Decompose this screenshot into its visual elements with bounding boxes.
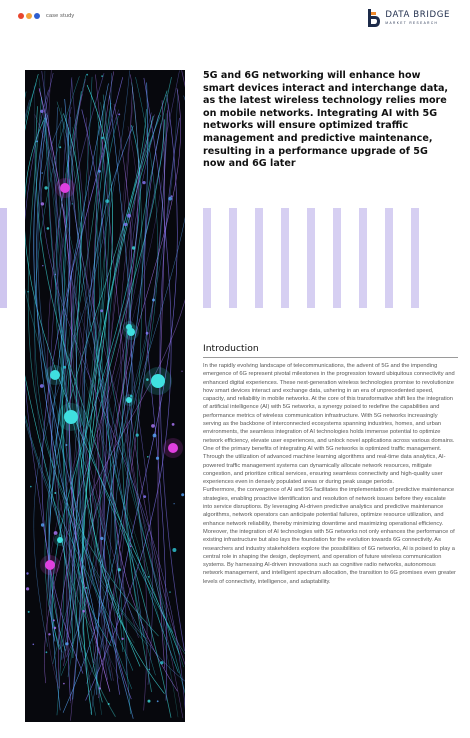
light-node (168, 443, 178, 453)
light-dot (100, 537, 103, 540)
color-dots (18, 13, 40, 19)
light-dot (54, 627, 57, 630)
light-dot (55, 274, 56, 275)
light-dot (26, 572, 28, 574)
light-dot (172, 423, 175, 426)
network-lights-image (25, 70, 185, 722)
decorative-stripe (411, 208, 419, 308)
light-dot (54, 531, 58, 535)
light-dot (59, 146, 61, 148)
light-dot (130, 546, 132, 548)
light-dot (26, 587, 29, 590)
light-dot (146, 332, 149, 335)
light-dot (41, 202, 44, 205)
light-dot (147, 456, 149, 458)
light-dot (105, 199, 109, 203)
section-title: Introduction (203, 343, 259, 354)
light-dot (85, 587, 87, 589)
light-dot (181, 371, 182, 372)
light-dot (63, 683, 65, 685)
light-dot (44, 186, 47, 189)
case-study-tag: case study (46, 13, 75, 19)
light-dot (100, 309, 103, 312)
section-divider (203, 357, 458, 358)
decorative-stripe (203, 208, 211, 308)
light-dot (157, 700, 159, 702)
light-dot (149, 669, 150, 670)
light-dot (101, 75, 103, 77)
light-dot (151, 424, 155, 428)
network-lights-graphic (25, 70, 185, 722)
light-node (45, 560, 55, 570)
decorative-stripe (359, 208, 367, 308)
light-dot (72, 203, 73, 204)
light-dot (181, 493, 184, 496)
light-dot (174, 503, 175, 504)
light-node (64, 410, 78, 424)
light-node (126, 397, 132, 403)
light-node (151, 374, 165, 388)
decorative-stripe-left (0, 208, 7, 308)
light-dot (98, 170, 101, 173)
light-node (57, 537, 63, 543)
light-dot (99, 687, 101, 689)
light-node (50, 370, 60, 380)
light-dot (101, 137, 104, 140)
light-dot (132, 246, 135, 249)
light-dot (40, 384, 44, 388)
dot-red (18, 13, 24, 19)
light-streak (72, 110, 119, 639)
light-dot (148, 700, 151, 703)
light-dot (169, 591, 170, 592)
top-bar (18, 10, 74, 22)
light-dot (124, 223, 127, 226)
paragraph: Moreover, the integration of AI technologies with 5G networks not only enhances the performance of existing infrastructure but also lays the foundation for the evolution towards 6G connectivity. As researchers and industry stakeholders explore the possibilities of 6G networks, AI is poised to play a central role in shaping the design, deployment, and operation of future wireless communication systems. By harnessing AI-driven innovations such as cognitive radio networks, autonomous network management, and intelligent spectrum allocation, the transition to 6G promises even greater levels of connectivity, intelligence, and adaptability. (203, 528, 456, 585)
data-bridge-logo-icon (365, 8, 381, 28)
decorative-stripes (203, 208, 419, 308)
brand-subtitle: MARKET RESEARCH (385, 20, 439, 25)
light-dot (118, 568, 121, 571)
paragraph: Furthermore, the convergence of AI and 5G facilitates the implementation of predictive maintenance strategies, enabling proactive identification and resolution of network issues before they escalate into service disruptions. By leveraging AI-driven predictive analytics and predictive maintenance algorithms, network operators can anticipate potential failures, optimize resource utilization, and enhance network reliability, thereby minimizing downtime and maximizing operational efficiency. (203, 487, 455, 527)
light-dot (41, 172, 43, 174)
light-dot (53, 619, 55, 621)
light-dot (40, 110, 43, 113)
light-dot (127, 214, 131, 218)
light-dot (86, 74, 88, 76)
light-node (60, 183, 70, 193)
light-dot (33, 644, 35, 646)
paragraph: One of the primary benefits of integrating AI with 5G networks is optimized traffic management. Through the utilization of advanced machine learning algorithms and real-time data analytics, AI-powered traffic management systems can dynamically allocate network resources, mitigate congestion, and prioritize critical services, ensuring seamless connectivity and high-quality user experiences even in densely populated areas or during peak usage periods. (203, 445, 446, 486)
light-dot (47, 227, 50, 230)
light-dot (160, 661, 163, 664)
light-dot (30, 486, 32, 488)
light-dot (152, 299, 155, 302)
light-dot (36, 141, 38, 143)
light-dot (63, 366, 66, 369)
light-dot (65, 642, 68, 645)
light-dot (143, 495, 146, 498)
light-dot (172, 548, 176, 552)
headline: 5G and 6G networking will enhance how smart devices interact and interchange data, as the latest wireless technology relies more on mobile networks. Integrating AI with 5G networks will ensure optimized traffic management and predictive maintenance, resulting in a performance upgrade of 5G now and 6G later (203, 70, 449, 170)
light-dot (171, 195, 173, 197)
light-dot (118, 113, 120, 115)
light-dot (28, 611, 30, 613)
light-dot (136, 434, 139, 437)
decorative-stripe (333, 208, 341, 308)
light-dot (153, 434, 157, 438)
light-dot (41, 523, 44, 526)
light-dot (143, 181, 146, 184)
light-dot (66, 444, 68, 446)
decorative-stripe (229, 208, 237, 308)
decorative-stripe (255, 208, 263, 308)
brand-logo (365, 8, 450, 28)
light-dot (42, 265, 43, 266)
light-dot (46, 651, 48, 653)
light-dot (121, 638, 123, 640)
light-dot (54, 492, 56, 494)
decorative-stripe (307, 208, 315, 308)
light-dot (156, 457, 159, 460)
dot-blue (34, 13, 40, 19)
light-node (126, 324, 132, 330)
dot-orange (26, 13, 32, 19)
light-dot (27, 291, 29, 293)
light-dot (48, 633, 50, 635)
light-dot (148, 576, 150, 578)
decorative-stripe (281, 208, 289, 308)
decorative-stripe (385, 208, 393, 308)
article-body (203, 362, 456, 586)
light-dot (82, 610, 85, 613)
paragraph: In the rapidly evolving landscape of telecommunications, the advent of 5G and the impending emergence of 6G represent pivotal milestones in the progression toward ubiquitous connectivity and enhanced digital experiences. These next-generation wireless technologies promise to revolutionize how smart devices interact and exchange data, ushering in an era of unprecedented speed, capacity, and reliability in mobile networks. At the core of this transformative shift lies the integration of artificial intelligence (AI) with 5G networks, a synergy poised to redefine the capabilities and performance metrics of wireless communication infrastructure. With 5G networks increasingly serving as the backbone of interconnected ecosystems spanning industries, homes, and urban environments, the seamless integration of AI technologies holds immense potential to optimize network efficiency, elevate user experiences, and unlock novel applications across various domains. (203, 363, 455, 444)
brand-name: DATA BRIDGE (385, 10, 450, 21)
light-dot (108, 703, 110, 705)
light-streak (101, 116, 185, 712)
